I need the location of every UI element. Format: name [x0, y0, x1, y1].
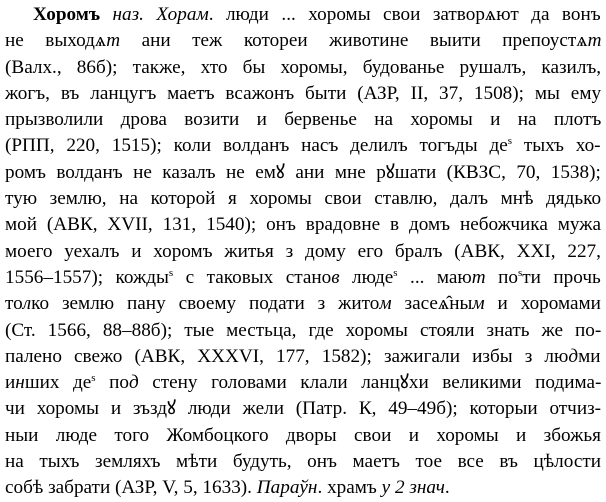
entry-text: . люди ... хоромы свои затворѧют да вонъ: [208, 4, 601, 25]
entry-line: [5, 2, 601, 28]
entry-text: по: [95, 372, 129, 394]
entry-line: [5, 107, 601, 133]
superscript-letter: s: [393, 266, 398, 279]
entry-line: [5, 370, 601, 396]
entry-text: ко землю пану своему подати з жито: [31, 293, 380, 315]
entry-text: наз. Хорам: [112, 4, 209, 25]
entry-line: [5, 28, 601, 54]
headword: Хоромъ: [33, 4, 101, 25]
entry-text: ми: [578, 345, 601, 367]
entry-text: у 2 знач: [381, 477, 445, 499]
entry-text: по: [485, 266, 518, 288]
entry-text: ромъ волданъ не казалъ не емꙋ ани мне рꙋшати (КВЗС, 70, 1538);: [5, 161, 601, 183]
entry-text: м: [472, 293, 485, 315]
entry-line: [5, 344, 601, 370]
entry-line: [5, 318, 601, 344]
superscript-letter: s: [517, 266, 523, 279]
entry-text: чи хоромы и зъздꙋ люди жели (Патр. К, 49–49б); которыи отчиз-: [5, 398, 602, 420]
entry-text: мой (АВК, XVII, 131, 1540); онъ врадовне в домъ небожчика мужа: [5, 214, 602, 236]
entry-text: собѣ забрати (АЗР, V, 5, 1633).: [5, 477, 257, 499]
superscript-letter: s: [91, 372, 96, 385]
entry-line: [5, 475, 601, 501]
entry-line: [5, 396, 601, 422]
entry-text: . храмъ: [317, 477, 382, 499]
entry-text: прызволили дрова возити и бервенье на хоромы и на плотъ: [5, 109, 602, 131]
entry-line: [5, 291, 601, 317]
entry-text: [100, 4, 112, 25]
entry-text: т: [106, 30, 121, 52]
entry-line: [5, 449, 601, 475]
entry-text: стену головами клали ланцꙋхи великими подима-: [138, 372, 602, 394]
entry-text: ... маю: [397, 266, 472, 288]
entry-text: т: [587, 30, 602, 52]
superscript-letter: s: [507, 135, 513, 148]
superscript-letter: s: [168, 266, 174, 279]
entry-text: (Валх., 86б); также, хто бы хоромы, будованье рушалъ, казилъ,: [5, 56, 602, 78]
entry-text: и: [5, 372, 16, 394]
entry-text: ныи люде того Жомбоцкого дворы свои и хоромы и збожья: [5, 424, 601, 446]
entry-text: .: [444, 477, 450, 499]
entry-text: не выходѧ: [5, 30, 107, 52]
entry-text: палено свежо (АВК, XXXVI, 177, 1582); зажигали избы з лю: [5, 345, 569, 367]
entry-line: [5, 133, 601, 159]
entry-line: [5, 265, 601, 291]
entry-text: люде: [339, 266, 394, 288]
entry-text: моего уехалъ и хоромъ житья з дому его бралъ (АВК, XXI, 227,: [5, 240, 601, 262]
entry-text: ших де: [24, 372, 92, 394]
entry-text: ани теж котореи животине выити препоустѧ: [120, 30, 588, 52]
entry-text: на тыхъ земляхъ мѣти будуть, онъ маетъ тое все въ цѣлости: [5, 451, 601, 473]
entry-text: с таковых стано: [173, 266, 332, 288]
entry-line: [5, 212, 601, 238]
entry-text: тую землю, на которой я хоромы свои ставлю, далъ мнѣ дядько: [5, 188, 602, 210]
entry-line: [5, 55, 601, 81]
entry-text: и хоромами: [484, 293, 601, 315]
entry-text: 1556–1557); кожды: [5, 266, 169, 288]
entry-text: в: [331, 266, 340, 288]
entry-line: [5, 160, 601, 186]
entry-text: (Ст. 1566, 88–88б); тые местьца, где хоромы стояли знать же по-: [5, 319, 602, 341]
entry-text: ти прочь: [522, 266, 601, 288]
entry-text: д: [568, 345, 579, 367]
entry-text: н: [15, 372, 25, 394]
entry-text: засеѧ̂ны: [391, 293, 473, 315]
entry-text: жогъ, въ ланцугъ маетъ всажонъ быти (АЗР, II, 37, 1508); мы ему: [5, 82, 602, 104]
entry-text: (РПП, 220, 1515); коли волданъ насъ делилъ тогъды де: [5, 135, 508, 157]
entry-line: [5, 239, 601, 265]
entry-text: т: [471, 266, 486, 288]
dictionary-entry: [5, 0, 601, 502]
entry-line: [5, 186, 601, 212]
entry-text: л: [22, 293, 32, 315]
entry-text: то: [5, 293, 23, 315]
entry-text: д: [128, 372, 139, 394]
entry-line: [5, 81, 601, 107]
entry-text: тыхъ хо-: [512, 135, 601, 157]
entry-text: Параўн: [256, 477, 318, 499]
entry-line: [5, 423, 601, 449]
entry-text: м: [379, 293, 392, 315]
